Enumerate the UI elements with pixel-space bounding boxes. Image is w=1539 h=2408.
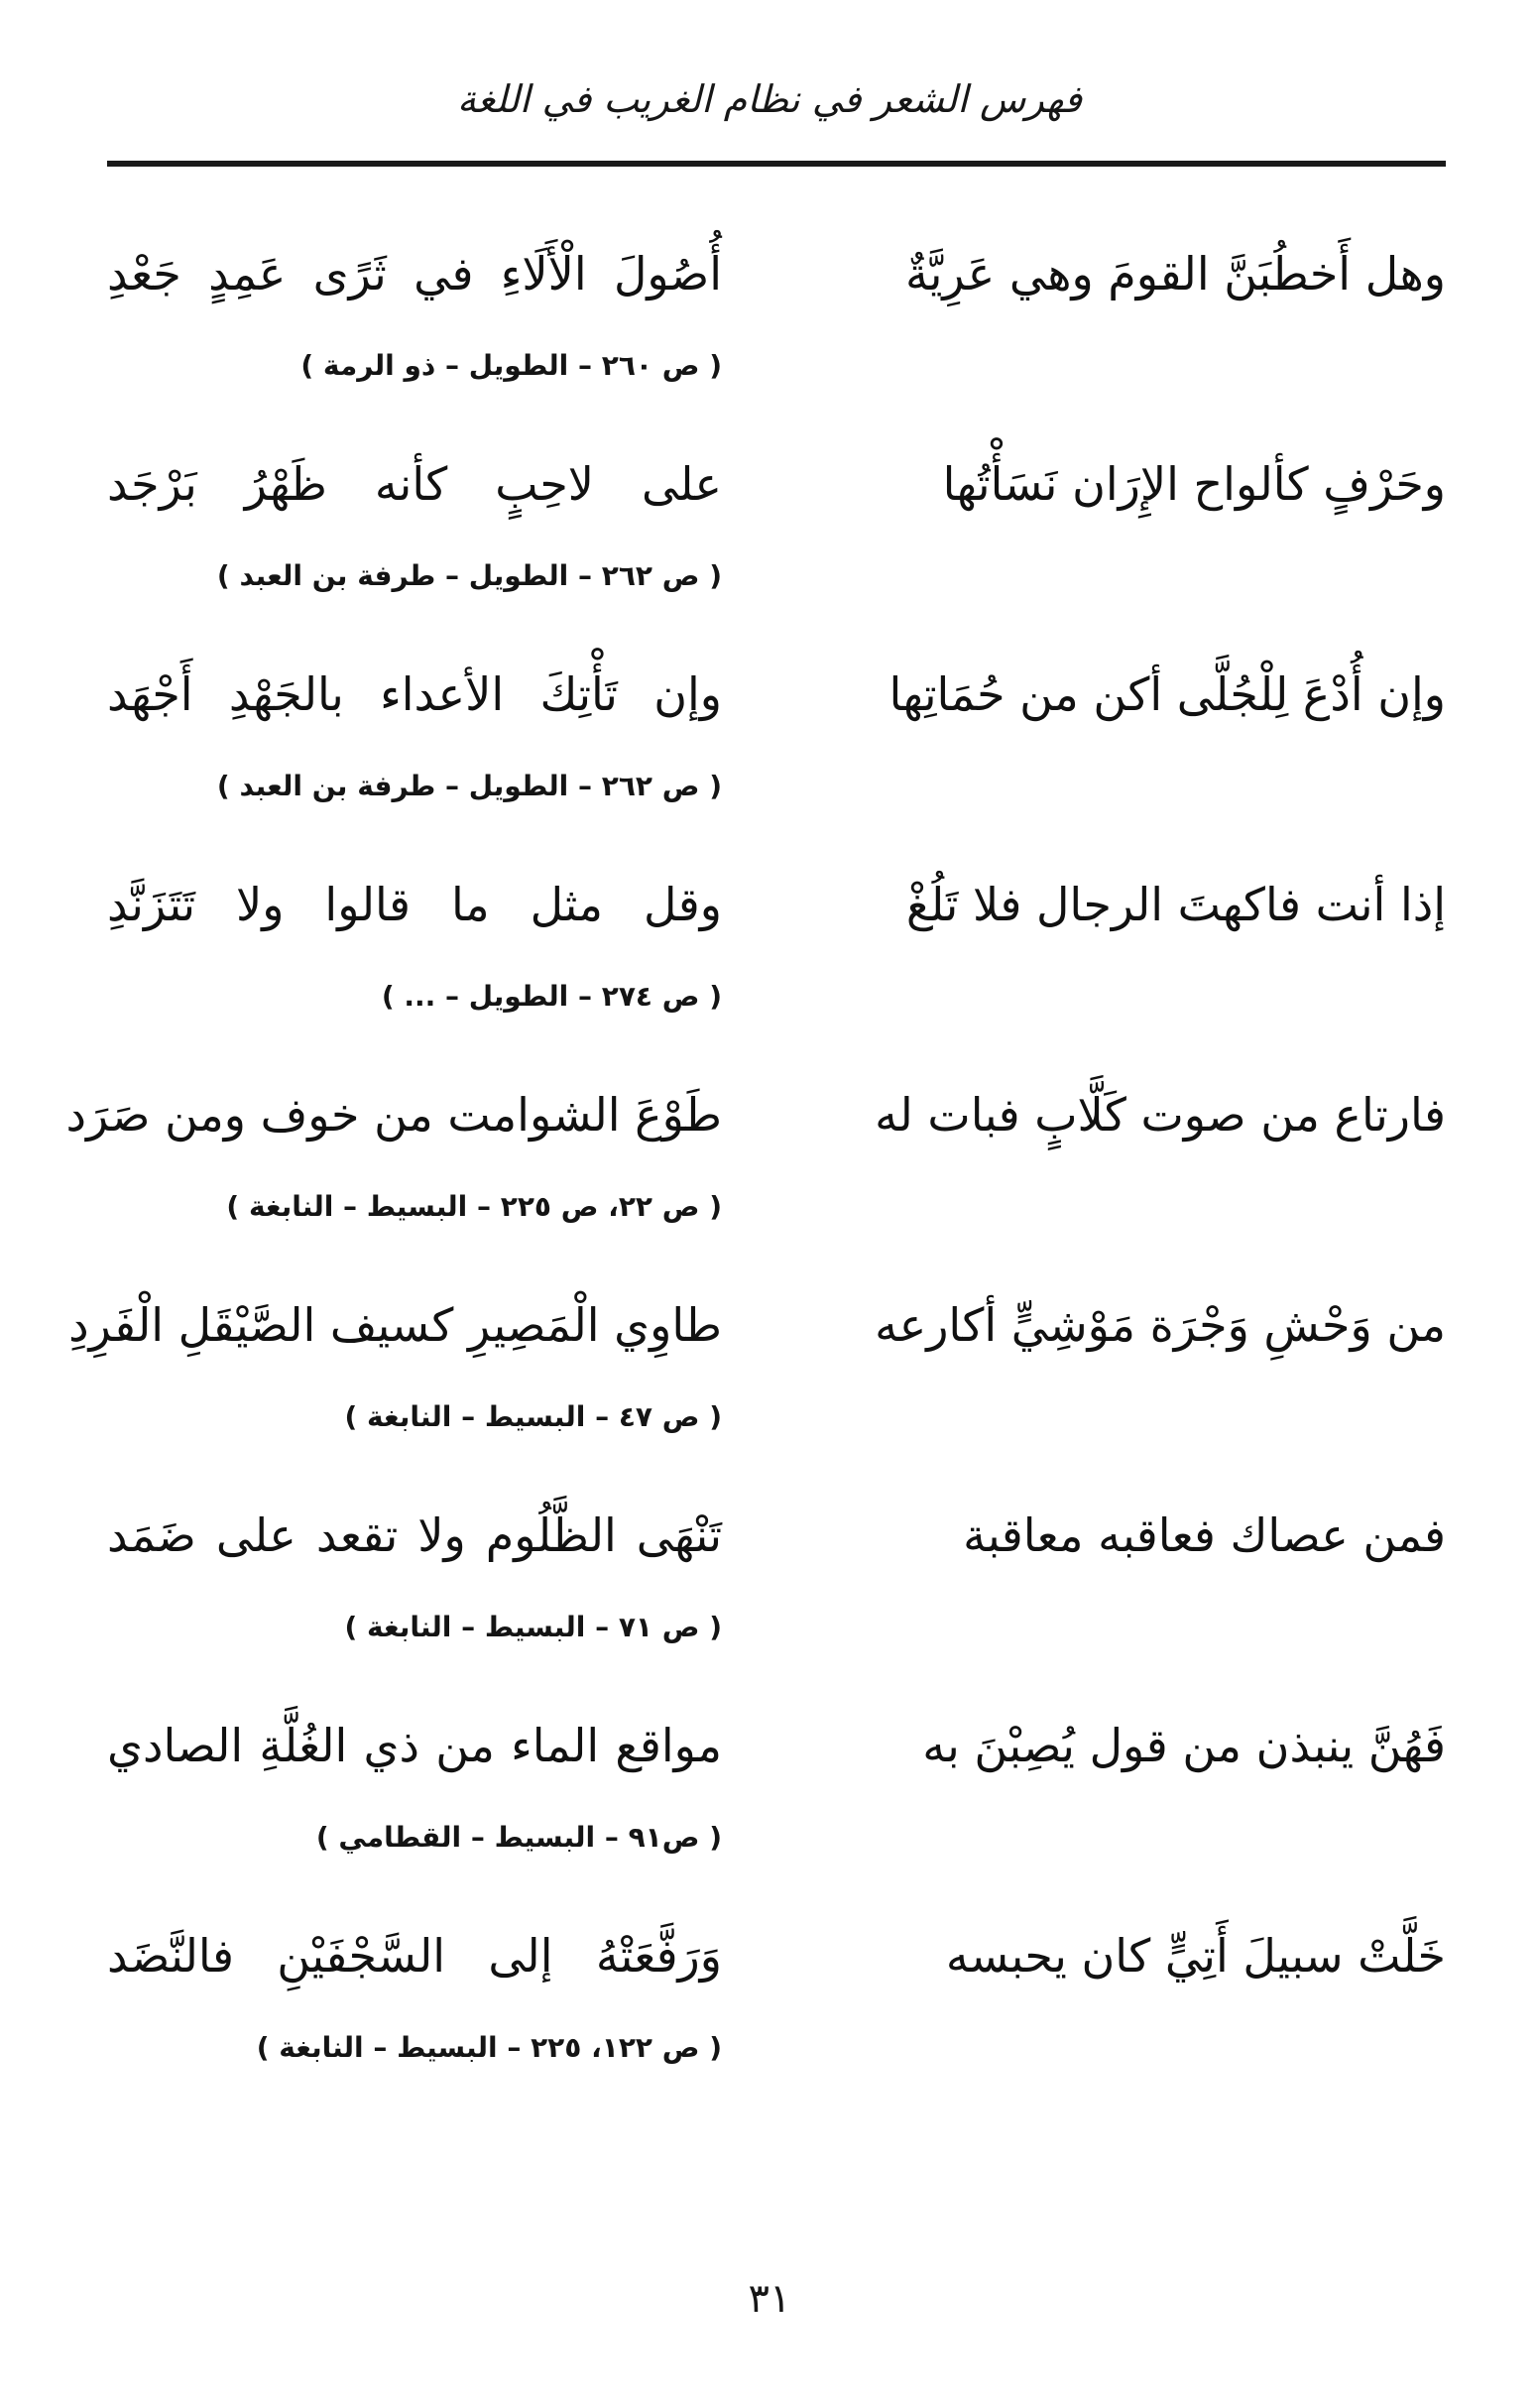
verse-line [65,1061,1446,1170]
verse-citation: ( ص ٢٦٢ – الطويل – طرفة بن العبد ) [216,559,722,592]
verse-citation: ( ص ٢٦٠ – الطويل – ذو الرمة ) [300,349,722,382]
second-hemistich: طاوِي الْمَصِيرِ كسيف الصَّيْقَلِ الْفَرِدِ [68,1298,722,1352]
header-rule [107,161,1446,167]
verse-entry [107,1902,1446,2112]
first-hemistich: فارتاع من صوت كَلَّابٍ فبات له [875,1088,1446,1142]
second-hemistich: على لاحِبٍ كأنه ظَهْرُ بَرْجَد [107,457,722,511]
poetry-index-list [65,220,1446,2112]
verse-citation: ( ص ٢٢، ص ٢٢٥ – البسيط – النابغة ) [226,1190,722,1223]
verse-line [107,851,1446,960]
verse-citation: ( ص ١٢٢، ٢٢٥ – البسيط – النابغة ) [256,2031,722,2064]
second-hemistich: مواقع الماء من ذي الغُلَّةِ الصادي [107,1719,722,1772]
second-hemistich: أُصُولَ الْأَلَاءِ في ثَرًى عَمِدٍ جَعْدِ [107,247,722,301]
verse-entry [107,1482,1446,1692]
verse-citation: ( ص ٤٧ – البسيط – النابغة ) [344,1400,722,1433]
first-hemistich: من وَحْشِ وَجْرَة مَوْشِيٍّ أكارعه [875,1298,1446,1352]
second-hemistich: وإن تَأْتِكَ الأعداء بالجَهْدِ أَجْهَد [107,667,722,721]
verse-line [107,641,1446,750]
verse-line [107,430,1446,540]
verse-line [107,1692,1446,1801]
verse-citation: ( ص٩١ – البسيط – القطامي ) [315,1821,722,1854]
second-hemistich: وَرَفَّعَتْهُ إلى السَّجْفَيْنِ فالنَّضَد [107,1929,722,1983]
verse-line [107,1482,1446,1591]
verse-entry [107,1692,1446,1902]
verse-line [68,1271,1446,1381]
running-header: فهرس الشعر في نظام الغريب في اللغة [456,77,1083,121]
verse-citation: ( ص ٧١ – البسيط – النابغة ) [344,1611,722,1643]
verse-citation: ( ص ٢٦٢ – الطويل – طرفة بن العبد ) [216,770,722,802]
verse-line [107,1902,1446,2011]
second-hemistich: وقل مثل ما قالوا ولا تَتَزَنَّدِ [107,878,722,931]
verse-entry [107,641,1446,851]
second-hemistich: طَوْعَ الشوامت من خوف ومن صَرَد [65,1088,722,1142]
verse-entry [107,430,1446,641]
first-hemistich: وإن أُدْعَ لِلْجُلَّى أكن من حُمَاتِها [888,667,1446,721]
verse-entry [107,851,1446,1061]
verse-entry [65,1061,1446,1271]
first-hemistich: خَلَّتْ سبيلَ أَتِيٍّ كان يحبسه [945,1929,1446,1983]
verse-entry [107,220,1446,430]
first-hemistich: فمن عصاك فعاقبه معاقبة [963,1508,1446,1562]
second-hemistich: تَنْهَى الظَّلُوم ولا تقعد على ضَمَد [107,1508,722,1562]
verse-line [107,220,1446,329]
verse-citation: ( ص ٢٧٤ – الطويل – ... ) [381,980,722,1013]
first-hemistich: إذا أنت فاكهتَ الرجال فلا تَلُغْ [905,878,1446,931]
first-hemistich: وهل أَخطُبَنَّ القومَ وهي عَرِيَّةٌ [904,247,1446,301]
page-number: ٣١ [748,2276,791,2322]
verse-entry [68,1271,1446,1482]
first-hemistich: وحَرْفٍ كألواح الإِرَان نَسَأْتُها [942,457,1446,511]
first-hemistich: فَهُنَّ ينبذن من قول يُصِبْنَ به [922,1719,1446,1772]
